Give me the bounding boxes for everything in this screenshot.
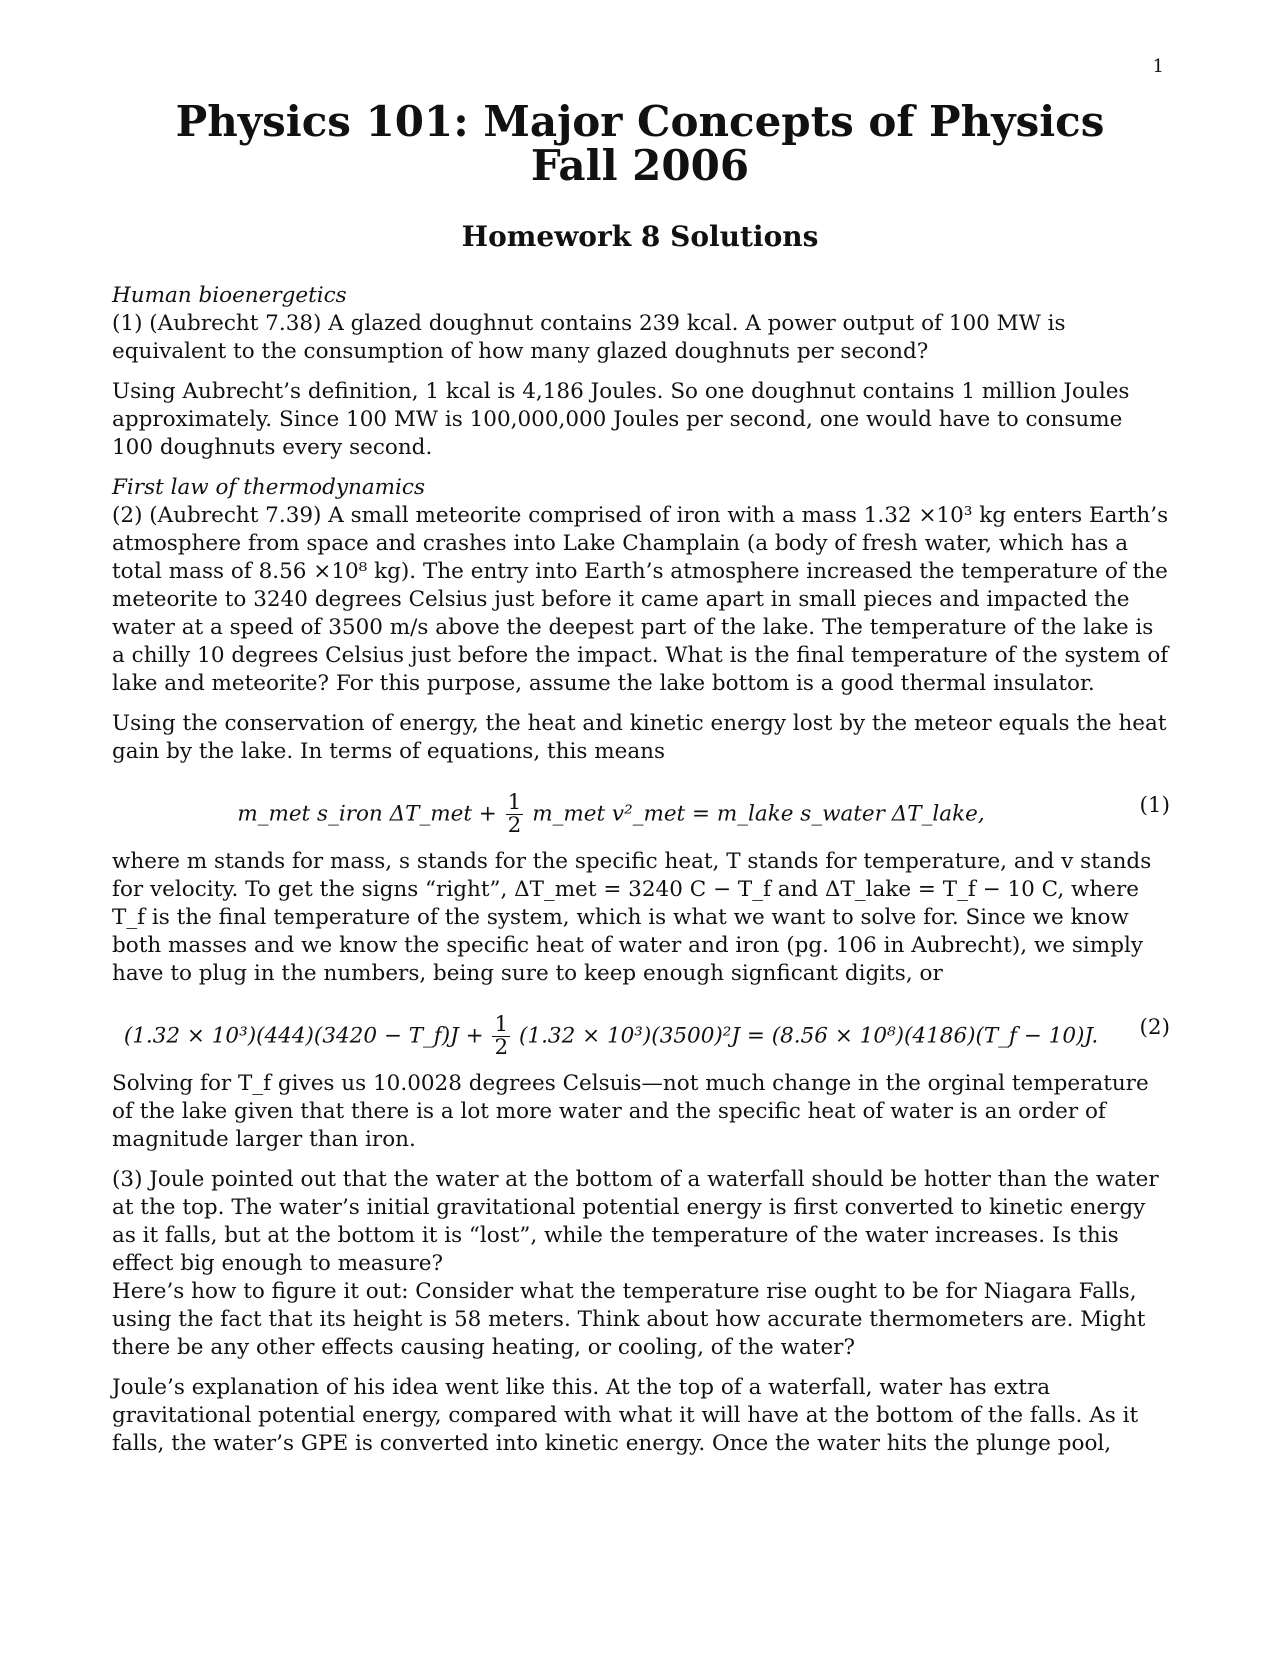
question-1	[112, 282, 1170, 366]
title-block	[0, 97, 1280, 190]
question-2	[112, 474, 1170, 698]
equation-2-right: (1.32 × 10³)(3500)²J = (8.56 × 10⁸)(4186)(T_f − 10)J.	[519, 1023, 1099, 1049]
equation-1-left: m_met s_iron ΔT_met +	[237, 801, 497, 827]
equation-number: (1)	[1139, 793, 1170, 818]
fraction-half	[492, 1014, 510, 1059]
answer-2-middle: where m stands for mass, s stands for the specific heat, T stands for temperature, and v stands for velocity. To get the signs “right”, ΔT_met = 3240 C − T_f and ΔT_lake = T_f − 10 C, where T_f is the final temperature of the system, which is what we want to solve for. Since we know both masses and we know the specific heat of water and iron (pg. 106 in Aubrecht), we simply have to plug in the numbers, being sure to keep enough signficant digits, or	[112, 849, 1152, 986]
fraction-numerator: 1	[494, 1012, 509, 1037]
equation-2	[112, 1000, 1170, 1060]
equation-number: (2)	[1139, 1015, 1170, 1040]
question-text: (3) Joule pointed out that the water at the bottom of a waterfall should be hotter than the water at the top. The water’s initial gravitational potential energy is first converted to kinetic energy as it falls, but at the bottom it is “lost”, while the temperature of the water increases. Is this effect big enough to measure?	[112, 1167, 1159, 1276]
fraction-denominator: 2	[494, 1035, 509, 1060]
question-text: (1) (Aubrecht 7.38) A glazed doughnut contains 239 kcal. A power output of 100 MW is equivalent to the consumption of how many glazed doughnuts per second?	[112, 311, 1066, 364]
answer-2-intro: Using the conservation of energy, the heat and kinetic energy lost by the meteor equals the heat gain by the lake. In terms of equations, this means	[112, 711, 1167, 764]
section-heading: First law of thermodynamics	[112, 475, 425, 500]
answer-3: Joule’s explanation of his idea went like this. At the top of a waterfall, water has extra gravitational potential energy, compared with what it will have at the bottom of the falls. As it falls, the water’s GPE is converted into kinetic energy. Once the water hits the plunge pool,	[112, 1375, 1139, 1456]
question-3	[112, 1166, 1170, 1362]
fraction-numerator: 1	[507, 790, 522, 815]
section-heading: Human bioenergetics	[112, 283, 347, 308]
equation-2-left: (1.32 × 10³)(444)(3420 − T_f)J +	[123, 1023, 484, 1049]
equation-1-right: m_met v²_met = m_lake s_water ΔT_lake,	[532, 801, 985, 827]
fraction-half	[506, 792, 524, 837]
homework-title: Homework 8 Solutions	[461, 220, 819, 253]
course-title: Physics 101: Major Concepts of Physics	[175, 97, 1105, 146]
answer-2-end: Solving for T_f gives us 10.0028 degrees Celsuis—not much change in the orginal temperature of the lake given that there is a lot more water and the specific heat of water is an order of magnitude larger than iron.	[112, 1071, 1149, 1152]
equation-1	[112, 778, 1170, 838]
document-body	[112, 282, 1170, 1470]
fraction-denominator: 2	[507, 813, 522, 838]
term-title: Fall 2006	[530, 141, 750, 190]
question-text: (2) (Aubrecht 7.39) A small meteorite comprised of iron with a mass 1.32 ×10³ kg enters Earth’s atmosphere from space and crashes into Lake Champlain (a body of fresh water, which has a total mass of 8.56 ×10⁸ kg). The entry into Earth’s atmosphere increased the temperature of the meteorite to 3240 degrees Celsius just before it came apart in small pieces and impacted the water at a speed of 3500 m/s above the deepest part of the lake. The temperature of the lake is a chilly 10 degrees Celsius just before the impact. What is the final temperature of the system of lake and meteorite? For this purpose, assume the lake bottom is a good thermal insulator.	[112, 503, 1169, 696]
answer-1: Using Aubrecht’s definition, 1 kcal is 4,186 Joules. So one doughnut contains 1 million Joules approximately. Since 100 MW is 100,000,000 Joules per second, one would have to consume 100 doughnuts every second.	[112, 379, 1130, 460]
question-hint: Here’s how to figure it out: Consider what the temperature rise ought to be for Niagara Falls, using the fact that its height is 58 meters. Think about how accurate thermometers are. Might there be any other effects causing heating, or cooling, of the water?	[112, 1279, 1146, 1360]
page-number: 1	[1152, 56, 1164, 77]
